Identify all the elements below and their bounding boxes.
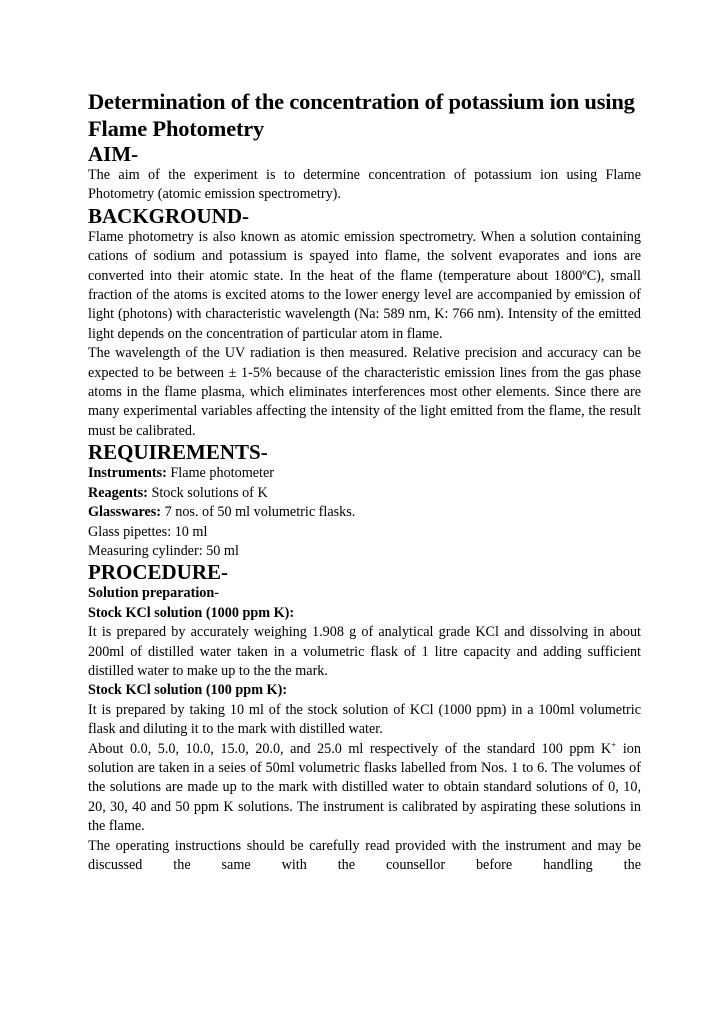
standards-text-rest: ion solution are taken in a seies of 50ml volumetric flasks labelled from Nos. 1 to 6. The volumes of the solutions are made up to the mark with distilled water to obtain standard solutions of 0, 10, 20, 30, 40 and 50 ppm K solutions. The instrument is calibrated by aspirating these solutions in the flame. xyxy=(88,740,641,835)
requirement-reagents xyxy=(88,484,641,503)
reagents-value: Stock solutions of K xyxy=(147,484,268,501)
requirements-heading: REQUIREMENTS- xyxy=(88,440,268,465)
aim-text: The aim of the experiment is to determine concentration of potassium ion using Flame Photometry (atomic emission spectrometry). xyxy=(88,167,641,203)
reagents-label: Reagents: xyxy=(88,484,148,501)
glasswares-value: 7 nos. of 50 ml volumetric flasks. xyxy=(161,504,356,521)
background-paragraph-1: Flame photometry is also known as atomic emission spectrometry. When a solution containing cations of sodium and potassium is spayed into flame, the solvent evaporates and ions are converted into their atomic state. In the heat of the flame (temperature about 1800ºC), small fraction of the atoms is excited atoms to the lower energy level are accompanied by emission of light (photons) with characteristic wavelength (Na: 589 nm, K: 766 nm). Intensity of the emitted light depends on the concentration of particular atom in flame. xyxy=(88,228,641,342)
stock-1000ppm-heading: Stock KCl solution (1000 ppm K): xyxy=(88,604,295,621)
requirement-instruments xyxy=(88,464,641,483)
potassium-charge: + xyxy=(611,739,617,750)
instruments-label: Instruments: xyxy=(88,465,167,482)
aim-heading: AIM- xyxy=(88,142,139,166)
stock-100ppm-heading: Stock KCl solution (100 ppm K): xyxy=(88,682,288,699)
background-paragraph-2: The wavelength of the UV radiation is then measured. Relative precision and accuracy can be expected to be between ± 1-5% because of the characteristic emission lines from the gas phase atoms in the flame plasma, which eliminates interferences most other elements. Since there are many experimental variables affecting the intensity of the light emitted from the flame, the result must be calibrated. xyxy=(88,345,641,439)
requirement-glasswares xyxy=(88,503,641,522)
stock-100ppm-text: It is prepared by taking 10 ml of the stock solution of KCl (1000 ppm) in a 100ml volumetric flask and diluting it to the mark with distilled water. xyxy=(88,701,641,738)
requirement-cylinder: Measuring cylinder: 50 ml xyxy=(88,542,239,559)
glasswares-label: Glasswares: xyxy=(88,504,162,521)
requirement-pipettes: Glass pipettes: 10 ml xyxy=(88,523,208,540)
standards-paragraph xyxy=(88,740,641,837)
stock-1000ppm-text: It is prepared by accurately weighing 1.908 g of analytical grade KCl and dissolving in about 200ml of distilled water taken in a volumetric flask of 1 litre capacity and adding sufficient distilled water to make up to the the mark. xyxy=(88,624,641,679)
solution-preparation-heading: Solution preparation- xyxy=(88,585,219,602)
operating-instructions-paragraph: The operating instructions should be carefully read provided with the instrument and may be discussed the same with the counsellor before handling the xyxy=(88,837,641,873)
instruments-value: Flame photometer xyxy=(166,465,274,482)
document-title: Determination of the concentration of potassium ion using Flame Photometry xyxy=(88,89,635,141)
document-page xyxy=(88,88,641,875)
standards-text-start: About 0.0, 5.0, 10.0, 15.0, 20.0, and 25.0 ml respectively of the standard 100 ppm K xyxy=(88,740,612,757)
procedure-heading: PROCEDURE- xyxy=(88,560,228,585)
background-heading: BACKGROUND- xyxy=(88,203,249,228)
